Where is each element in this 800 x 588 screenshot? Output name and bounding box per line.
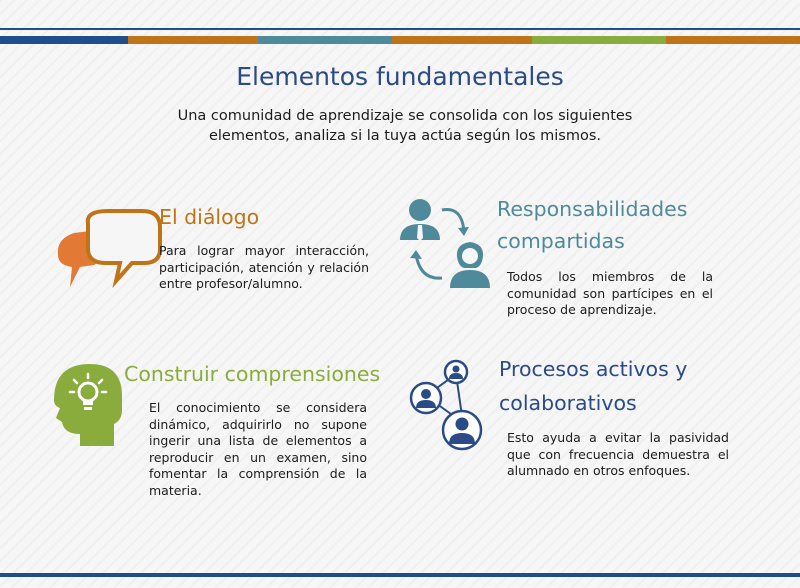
speech-bubbles-icon bbox=[50, 205, 162, 291]
comprensiones-title: Construir comprensiones bbox=[124, 362, 381, 386]
responsabilidades-text: Todos los miembros de la comunidad son partícipes en el proceso de aprendizaje. bbox=[507, 269, 713, 318]
dialogo-title: El diálogo bbox=[159, 205, 260, 229]
responsabilidades-title-line1: Responsabilidades bbox=[497, 197, 688, 221]
dialogo-text: Para lograr mayor interacción, participación, atención y relación entre profesor/alumno. bbox=[159, 243, 369, 292]
procesos-title-line2: colaborativos bbox=[499, 391, 637, 415]
shared-responsibility-people-icon bbox=[396, 196, 492, 290]
page-title: Elementos fundamentales bbox=[236, 62, 564, 91]
procesos-text: Esto ayuda a evitar la pasividad que con frecuencia demuestra el alumnado en otros enfoques. bbox=[507, 430, 729, 479]
head-lightbulb-icon bbox=[50, 360, 126, 448]
bottom-rule bbox=[0, 573, 800, 577]
color-stripe bbox=[0, 36, 800, 44]
intro-text: Una comunidad de aprendizaje se consolida con los siguientes elementos, analiza si la tuya actúa según los mismos. bbox=[177, 108, 633, 144]
responsabilidades-title-line2: compartidas bbox=[497, 229, 625, 253]
top-rule bbox=[0, 28, 800, 30]
comprensiones-text: El conocimiento se considera dinámico, adquirirlo no supone ingerir una lista de elementos a reproducir en un examen, sino fomentar la comprensión de la materia. bbox=[149, 400, 367, 498]
network-people-icon bbox=[408, 358, 500, 454]
procesos-title-line1: Procesos activos y bbox=[499, 357, 688, 381]
